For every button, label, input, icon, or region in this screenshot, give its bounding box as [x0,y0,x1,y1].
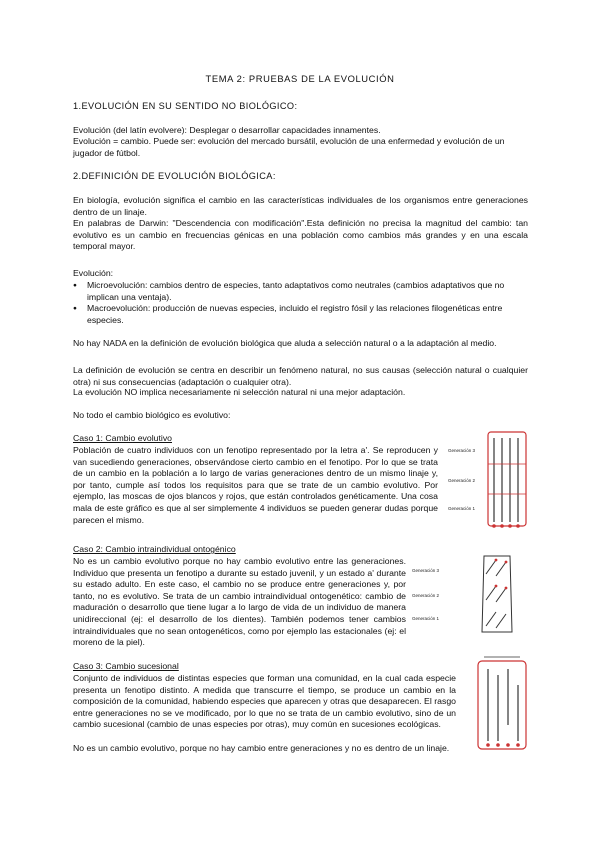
section-1-heading: 1.EVOLUCIÓN EN SU SENTIDO NO BIOLÓGICO: [73,101,298,111]
evolucion-label: Evolución: [73,268,114,278]
caso-1-label-gen1: Generación 1 [448,506,476,511]
caso-3-text-1: Conjunto de individuos de distintas especies que forman una comunidad, en la cual cada especie presenta un fenotipo distinto. A medida que transcurre el tiempo, se produce un cambio en la composición de la comunidad, habiendo especies que aparecen y otras que desaparecen. El rasgo entre generaciones no se ve modificado, por lo que no se trata de un cambio evolutivo, sino de un cambio sucesional (cambio de unas especies por otras), muy común en sucesiones ecológicas. [73,673,456,730]
caso-1-title: Caso 1: Cambio evolutivo [73,433,172,443]
caso-3-figure [470,655,534,755]
section-2-paragraph-1: En biología, evolución significa el cambio en las características individuales de los organismos entre generaciones dentro de un linaje. [73,195,528,217]
section-1-paragraph-2: Evolución = cambio. Puede ser: evolución del mercado bursátil, evolución de una enfermedad y evolución de un jugador de fútbol. [73,136,505,158]
caso-2-label-gen2: Generación 2 [412,593,440,598]
caso-3-text-2: No es un cambio evolutivo, porque no hay cambio entre generaciones y no es dentro de un linaje. [73,743,450,753]
caso-3-title: Caso 3: Cambio sucesional [73,661,179,671]
caso-1-text: Población de cuatro individuos con un fenotipo representado por la letra a'. Se reproducen y van sucediendo generaciones, observándose cierto cambio en el fenotipo. Por lo que se trata de un cambio en la población a lo largo de varias generaciones dentro de un mismo linaje y, por tanto, cumple así todos los requisitos para que se trate de un cambio evolutivo. Por ejemplo, las moscas de ojos blancos y rojos, que están controlados genéticamente. Una cosa mala de este gráfico es que al ser simplemente 4 individuos se pueden generar dudas porque parecen el mismo. [73,445,438,525]
caso-2-title: Caso 2: Cambio intraindividual ontogénico [73,544,236,554]
caso-1-label-gen2: Generación 2 [448,478,476,483]
caso-2-label-gen1: Generación 1 [412,616,440,621]
caso-1-figure [448,430,530,530]
list-item [73,280,528,303]
bullet-macroevolucion: Macroevolución: producción de nuevas especies, incluido el registro fósil y las relaciones filogenéticas entre especies. [87,303,503,325]
section-2-heading: 2.DEFINICIÓN DE EVOLUCIÓN BIOLÓGICA: [73,171,276,181]
page-title: TEMA 2: PRUEBAS DE LA EVOLUCIÓN [205,73,395,84]
section-2-paragraph-5: No todo el cambio biológico es evolutivo: [73,410,231,420]
section-1-paragraph-1: Evolución (del latín evolvere): Desplegar o desarrollar capacidades innamentes. [73,125,381,135]
caso-2-figure [412,550,530,635]
caso-1-label-gen3: Generación 3 [448,448,476,453]
section-2-paragraph-4b: La evolución NO implica necesariamente ni selección natural ni una mejor adaptación. [73,387,406,397]
caso-2-label-gen3: Generación 3 [412,568,440,573]
evolucion-bullet-list [73,280,528,326]
caso-2-text: No es un cambio evolutivo porque no hay cambio evolutivo entre las generaciones. Individuo que presenta un fenotipo a durante su estado juvenil, y un estado a' durante su estado adulto. En este caso, el cambio no se produce entre generaciones y, por tanto, no es evolutivo. Se trata de un cambio intraindividual ontogenético: cambio de maduración o desarrollo que tiene lugar a lo largo de vida de un individuo de manera unidireccional (ej: el desarrollo de los dientes). También podemos tener cambios intraindividuales que no sean ontogenéticos, como por ejemplo las estacionales (ej: el moreno de la piel). [73,556,406,648]
bullet-microevolucion: Microevolución: cambios dentro de especies, tanto adaptativos como neutrales (cambios adaptativos que no implican una ventaja). [87,280,505,302]
section-2-paragraph-4a: La definición de evolución se centra en describir un fenómeno natural, no sus causas (selección natural o cualquier otra) ni sus consecuencias (adaptación o cualquier otra). [73,365,528,387]
section-2-paragraph-2: En palabras de Darwin: "Descendencia con modificación".Esta definición no precisa la magnitud del cambio: tan evolutivo es un cambio en frecuencias génicas en una población como cambios más grandes y en una escala temporal mayor. [73,218,528,252]
section-2-paragraph-3: No hay NADA en la definición de evolución biológica que aluda a selección natural o a la adaptación al medio. [73,338,497,348]
list-item [73,303,528,326]
